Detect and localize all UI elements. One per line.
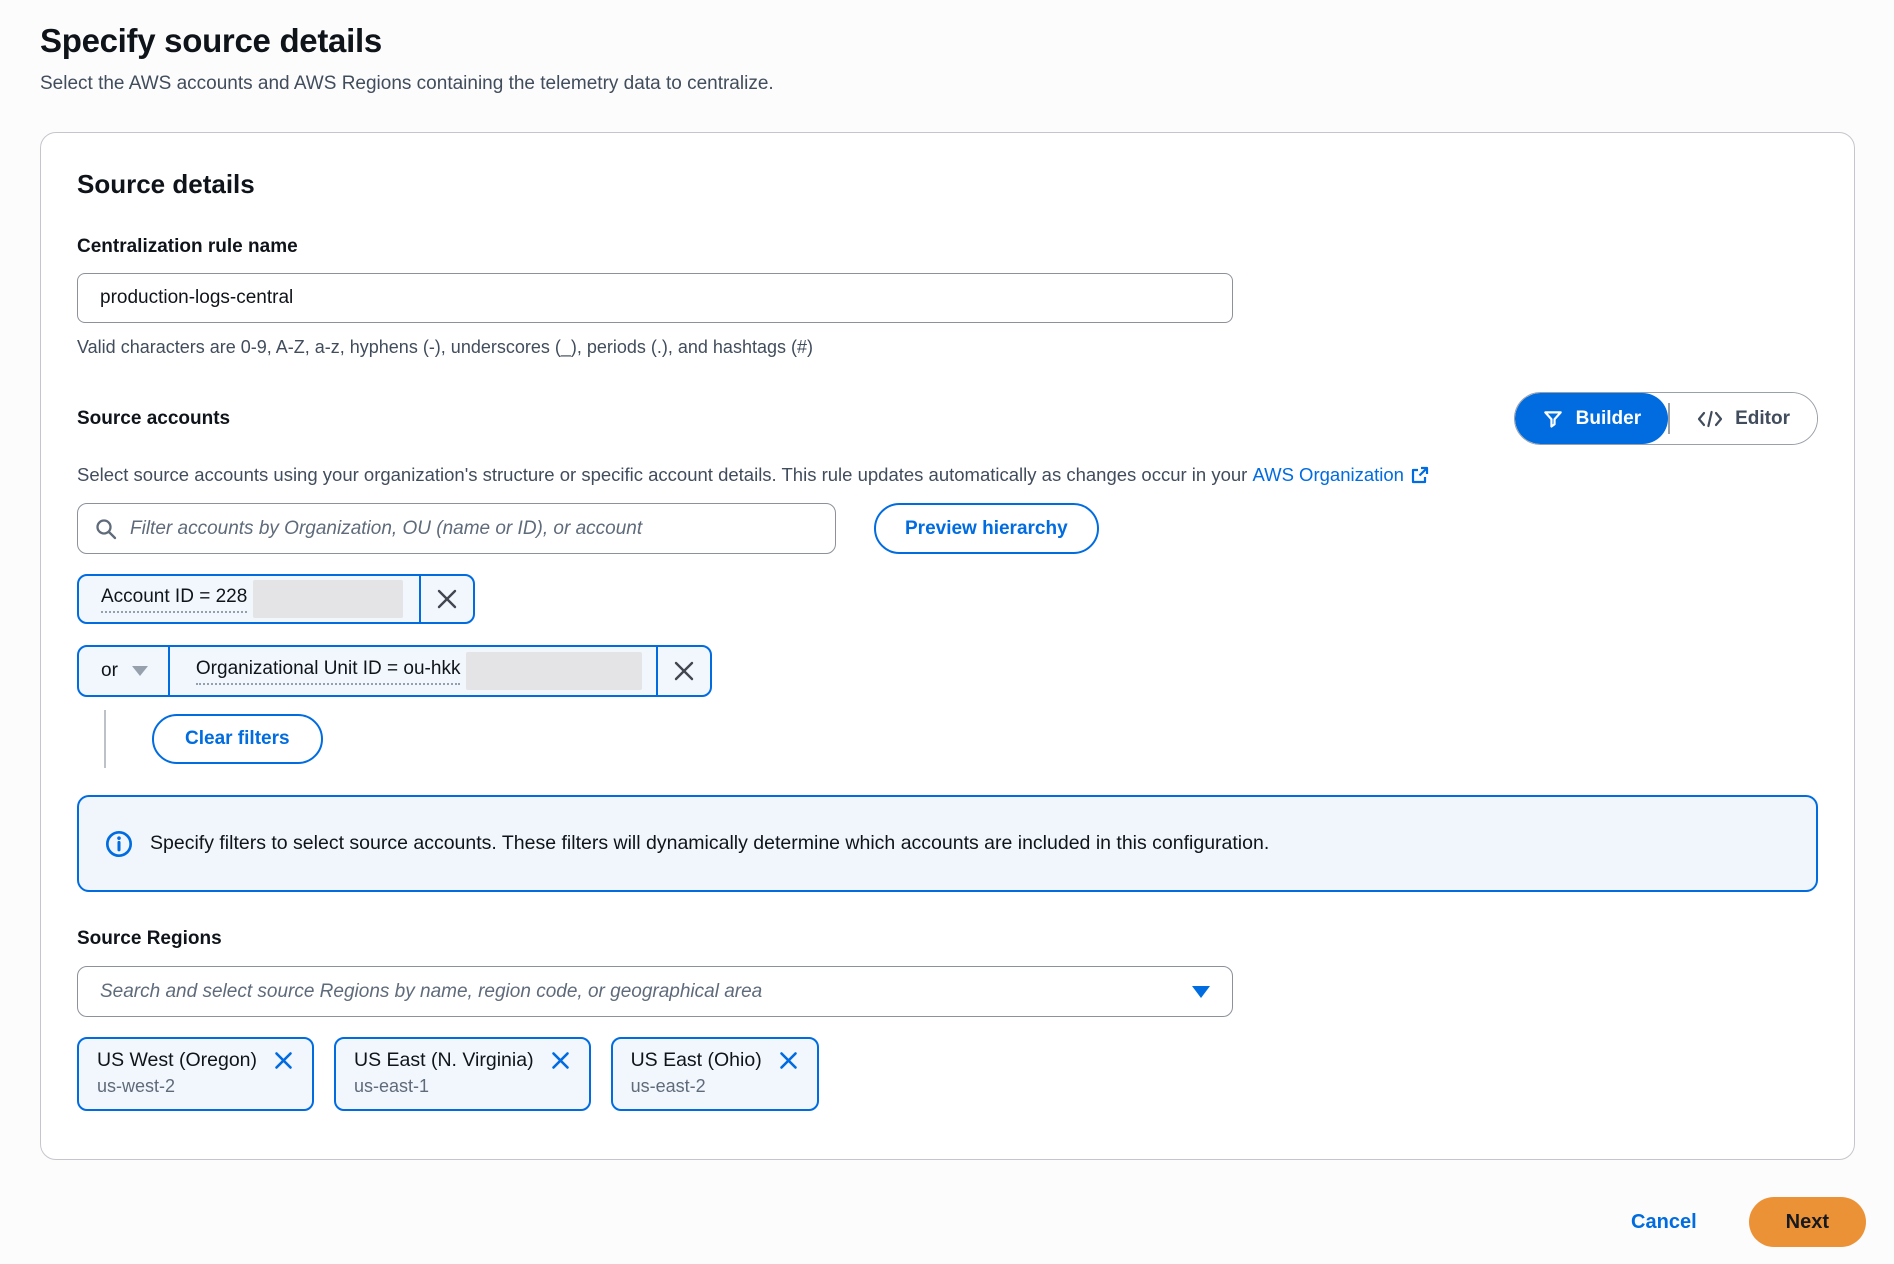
- region-token-us-east-2: [611, 1037, 819, 1111]
- rule-name-input[interactable]: [77, 273, 1233, 323]
- remove-ou-filter-button[interactable]: [658, 647, 710, 695]
- wizard-footer: [40, 1197, 1866, 1247]
- source-details-card: [40, 132, 1855, 1160]
- external-link-icon: [1410, 466, 1429, 485]
- info-alert-text: Specify filters to select source accounts. These filters will dynamically determine which accounts are included in this configuration.: [150, 832, 1270, 854]
- source-regions-label: Source Regions: [77, 928, 222, 949]
- close-icon: [672, 659, 696, 683]
- description-text: Select source accounts using your organization's structure or specific account details. This rule updates automatically as changes occur in your: [77, 464, 1248, 485]
- code-icon: [1697, 409, 1723, 429]
- card-heading: Source details: [77, 169, 255, 199]
- toggle-editor-button[interactable]: [1670, 393, 1817, 444]
- info-icon: [105, 830, 133, 858]
- search-icon: [94, 517, 118, 546]
- filter-token-account-id-label[interactable]: Account ID = 228: [79, 576, 251, 622]
- select-caret-down-icon: [1192, 986, 1210, 998]
- page-title: Specify source details: [40, 22, 382, 59]
- source-regions-placeholder: Search and select source Regions by name, region code, or geographical area: [100, 980, 763, 1002]
- rule-name-label: Centralization rule name: [77, 236, 298, 257]
- remove-account-filter-button[interactable]: [421, 576, 473, 622]
- boolean-operator-dropdown[interactable]: [79, 647, 168, 695]
- close-icon: [435, 587, 459, 611]
- preview-hierarchy-button[interactable]: Preview hierarchy: [874, 503, 1099, 554]
- region-token-us-east-1: [334, 1037, 591, 1111]
- info-alert: [77, 795, 1818, 892]
- region-token-us-west-2: [77, 1037, 314, 1111]
- region-code: us-west-2: [97, 1076, 176, 1096]
- indent-guide-line: [104, 710, 106, 768]
- filter-token-list: [77, 554, 1818, 768]
- chevron-down-icon: [132, 666, 148, 676]
- toggle-builder-button[interactable]: [1515, 393, 1668, 444]
- source-accounts-header: [77, 392, 1818, 445]
- region-name: US East (N. Virginia): [354, 1049, 534, 1071]
- remove-region-us-east-1-button[interactable]: [550, 1050, 571, 1071]
- accounts-filter-search: [77, 503, 836, 554]
- region-code: us-east-2: [630, 1076, 706, 1096]
- aws-organization-link[interactable]: [1252, 464, 1429, 486]
- source-regions-select[interactable]: [77, 966, 1233, 1017]
- redacted-ou-id: [466, 652, 642, 690]
- clear-filters-row: [77, 710, 1818, 768]
- page-subtitle: Select the AWS accounts and AWS Regions containing the telemetry data to centralize.: [40, 73, 774, 94]
- filter-token-account-id: [77, 574, 475, 624]
- rule-name-constraint-text: Valid characters are 0-9, A-Z, a-z, hyphens (-), underscores (_), periods (.), and hashtags (#): [77, 337, 813, 357]
- source-accounts-description: [77, 464, 1818, 486]
- toggle-editor-label: Editor: [1735, 407, 1790, 429]
- cancel-button[interactable]: Cancel: [1631, 1210, 1697, 1233]
- selected-regions-list: [77, 1037, 1818, 1111]
- region-name: US East (Ohio): [630, 1049, 762, 1071]
- redacted-account-id: [253, 580, 403, 618]
- remove-region-us-east-2-button[interactable]: [778, 1050, 799, 1071]
- next-button[interactable]: Next: [1749, 1197, 1866, 1247]
- region-name: US West (Oregon): [97, 1049, 258, 1071]
- filter-token-ou-label[interactable]: Organizational Unit ID = ou-hkk: [170, 647, 465, 695]
- filter-token-ou: [77, 645, 712, 697]
- accounts-filter-row: [77, 503, 1818, 554]
- filter-funnel-icon: [1542, 408, 1564, 430]
- aws-organization-link-label: AWS Organization: [1252, 464, 1404, 485]
- region-code: us-east-1: [354, 1076, 430, 1096]
- clear-filters-button[interactable]: Clear filters: [152, 714, 323, 764]
- remove-region-us-west-2-button[interactable]: [273, 1050, 294, 1071]
- source-accounts-label: Source accounts: [77, 407, 231, 429]
- builder-editor-toggle: [1514, 392, 1818, 445]
- boolean-operator-value: or: [101, 660, 118, 681]
- accounts-filter-input[interactable]: [77, 503, 836, 554]
- toggle-builder-label: Builder: [1575, 407, 1642, 429]
